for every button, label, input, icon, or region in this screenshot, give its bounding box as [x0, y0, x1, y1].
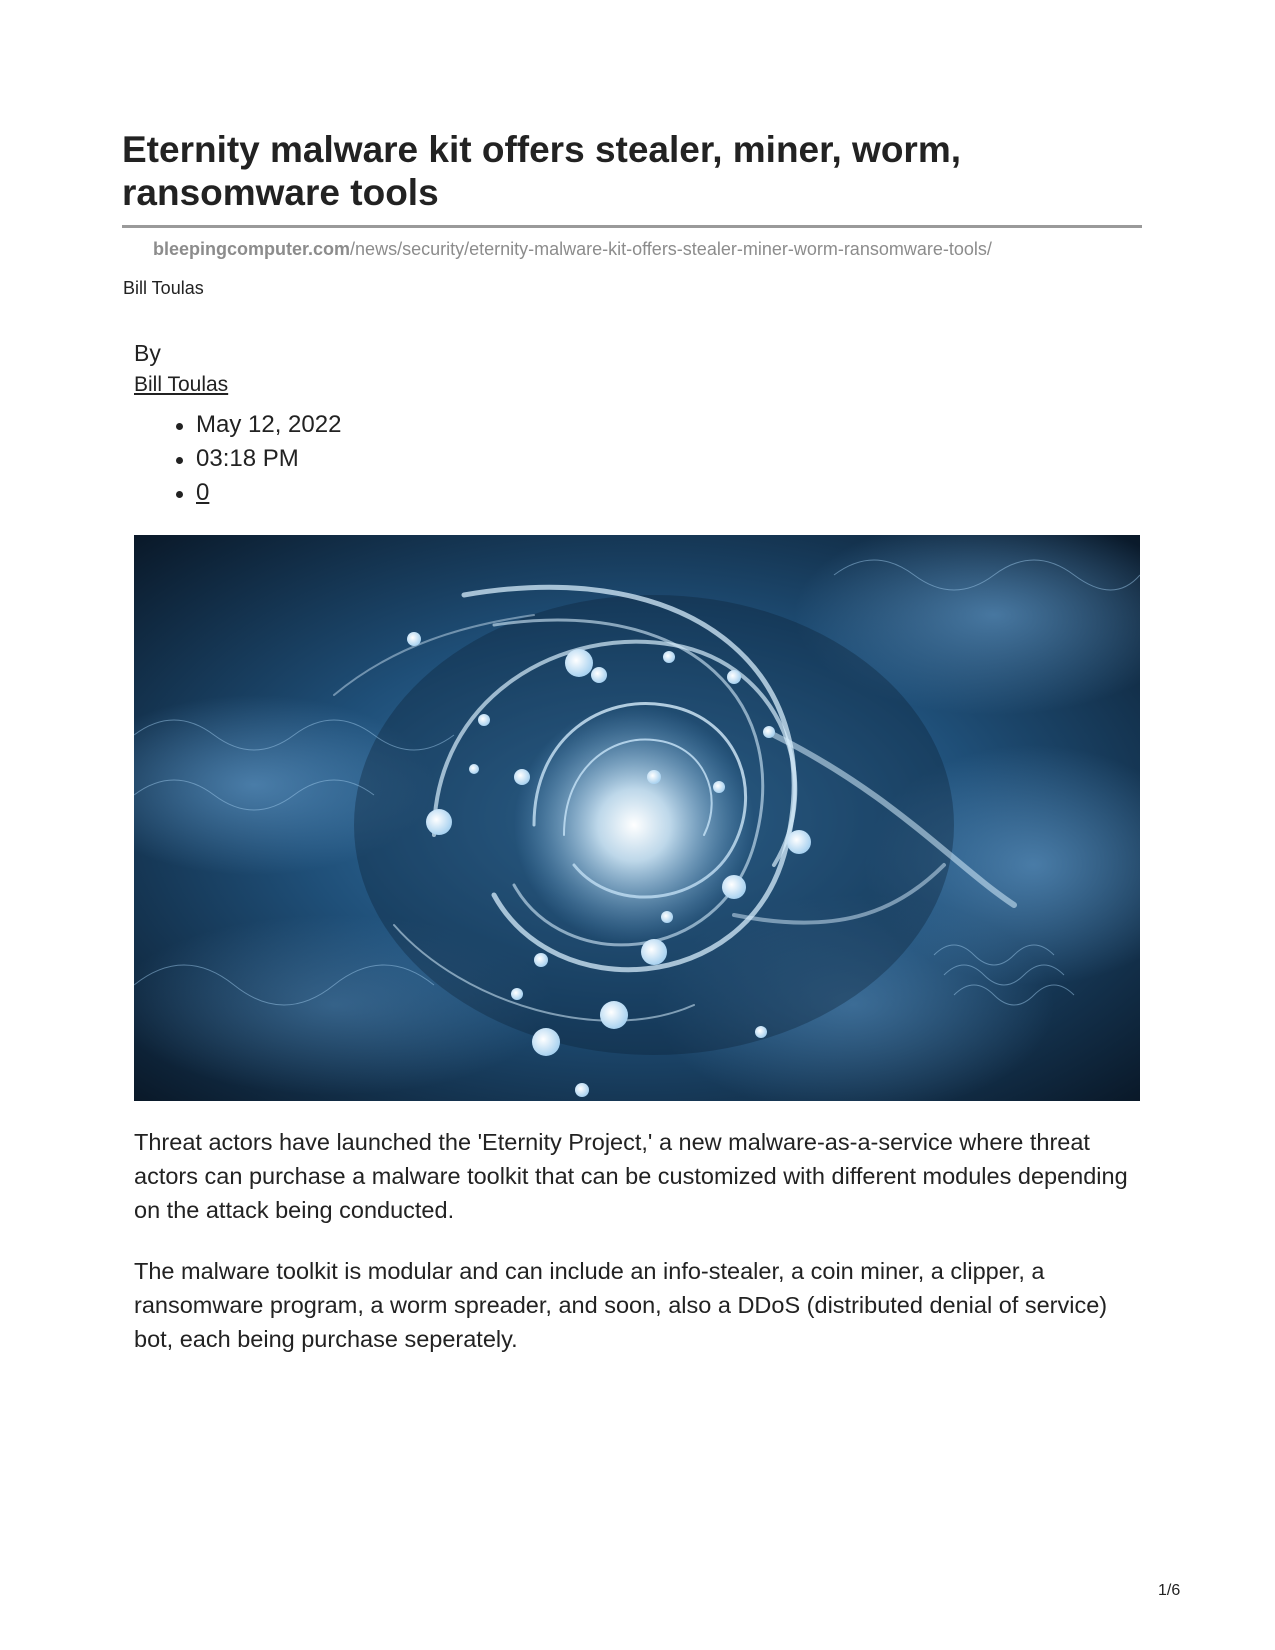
hero-image — [134, 535, 1140, 1101]
article-title: Eternity malware kit offers stealer, miner, worm, ransomware tools — [122, 129, 962, 213]
article-paragraph: Threat actors have launched the 'Eternity Project,' a new malware-as-a-service where threat actors can purchase a malware toolkit that can be customized with different modules depending on the attack being conducted. — [134, 1129, 1128, 1223]
comment-count-link[interactable]: 0 — [196, 479, 210, 506]
author-name: Bill Toulas — [123, 278, 204, 298]
article-meta-list — [134, 408, 341, 510]
source-path: /news/security/eternity-malware-kit-offers-stealer-miner-worm-ransomware-tools/ — [350, 239, 992, 259]
article-paragraph: The malware toolkit is modular and can include an info-stealer, a coin miner, a clipper, a ransomware program, a worm spreader, and soon, also a DDoS (distributed denial of service) bot, each being purchase seperately. — [134, 1258, 1108, 1352]
title-divider — [122, 225, 1142, 228]
page-number: 1/6 — [1158, 1582, 1181, 1599]
source-url[interactable] — [153, 239, 992, 260]
byline-prefix: By — [134, 340, 161, 366]
abstract-swirl-image — [134, 535, 1140, 1101]
publish-date: May 12, 2022 — [134, 408, 341, 442]
comment-count-item — [134, 476, 341, 510]
byline-author-link[interactable]: Bill Toulas — [134, 373, 229, 396]
publish-time: 03:18 PM — [134, 442, 341, 476]
source-domain: bleepingcomputer.com — [153, 239, 351, 259]
